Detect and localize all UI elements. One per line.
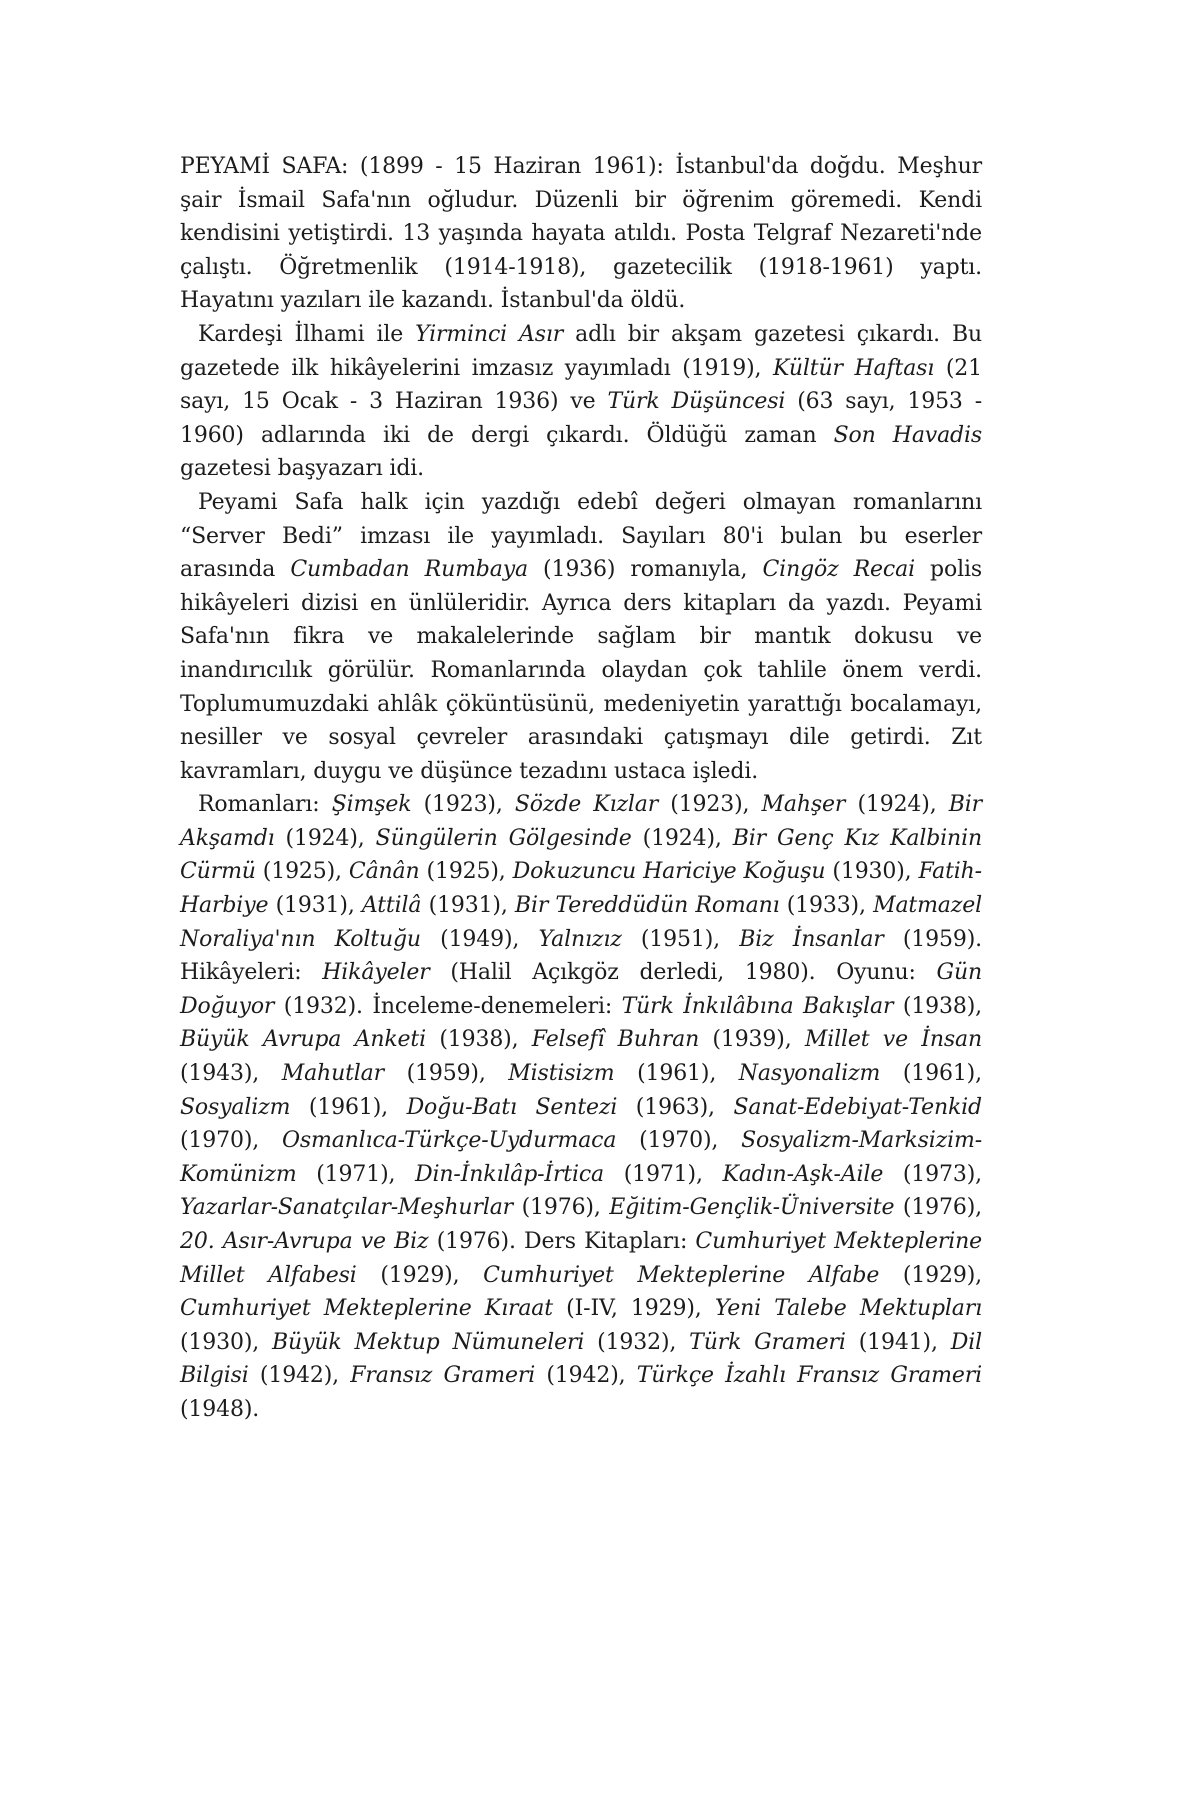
italic-title: Türk Grameri bbox=[689, 1329, 846, 1355]
italic-title: Büyük Avrupa Anketi bbox=[180, 1027, 426, 1053]
text-run: (1932), bbox=[584, 1329, 690, 1355]
italic-title: Yeni Talebe Mektupları bbox=[714, 1296, 983, 1322]
text-run: (1961), bbox=[614, 1061, 739, 1087]
italic-title: Sanat-Edebiyat-Tenkid bbox=[733, 1094, 982, 1120]
italic-title: Cumhuriyet Mekteplerine Kıraat bbox=[180, 1296, 553, 1322]
italic-title: Bir Akşamdı bbox=[180, 792, 982, 851]
italic-title: Nasyonalizm bbox=[738, 1061, 881, 1087]
text-run: (1941), bbox=[845, 1329, 951, 1355]
text-run: (1971), bbox=[604, 1161, 723, 1187]
italic-title: Fatih-Harbiye bbox=[180, 859, 982, 919]
text-run: Kardeşi İlhami ile bbox=[198, 321, 416, 347]
text-run: (1930), bbox=[825, 859, 919, 885]
text-run: (1925), bbox=[255, 859, 349, 885]
text-run: (1925), bbox=[419, 859, 513, 885]
text-run: (1949), bbox=[420, 926, 539, 952]
text-run: (1929), bbox=[356, 1262, 484, 1288]
italic-title: Büyük Mektup Nümuneleri bbox=[272, 1329, 585, 1355]
paragraph-journalism bbox=[180, 318, 982, 486]
italic-title: Türk İnkılâbına Bakışlar bbox=[621, 993, 894, 1019]
italic-title: Yalnızız bbox=[538, 926, 622, 952]
italic-title: Türk Düşüncesi bbox=[607, 389, 786, 415]
italic-title: Yazarlar-Sanatçılar-Meşhurlar bbox=[180, 1195, 514, 1221]
italic-title: Millet ve İnsan bbox=[804, 1027, 982, 1053]
document-page bbox=[180, 150, 982, 1427]
italic-title: Cânân bbox=[348, 859, 420, 885]
italic-title: Cumhuriyet Mekteplerine Millet Alfabesi bbox=[180, 1229, 982, 1288]
text-run: (1924), bbox=[845, 792, 949, 818]
text-run: (1971), bbox=[296, 1161, 416, 1187]
italic-title: Matmazel Noraliya'nın Koltuğu bbox=[180, 893, 982, 952]
paragraph-works-list bbox=[180, 788, 982, 1426]
text-run: (1924), bbox=[274, 825, 376, 851]
italic-title: Attilâ bbox=[361, 893, 422, 919]
italic-title: Kadın-Aşk-Aile bbox=[722, 1161, 884, 1187]
text-run: (1942), bbox=[248, 1363, 351, 1389]
italic-title: Biz İnsanlar bbox=[739, 926, 884, 952]
text-run: (1931), bbox=[268, 893, 362, 919]
text-run: (1938), bbox=[893, 993, 982, 1019]
italic-title: Doğu-Batı Sentezi bbox=[406, 1094, 618, 1120]
text-run: (1930), bbox=[180, 1329, 273, 1355]
italic-title: Kültür Haftası bbox=[773, 355, 935, 381]
text-run: (1961), bbox=[290, 1094, 407, 1120]
text-run: (1976). Ders Kitapları: bbox=[428, 1229, 696, 1254]
text-run: (1948). bbox=[180, 1396, 260, 1422]
italic-title: Mahşer bbox=[761, 792, 846, 818]
text-run: (1939), bbox=[699, 1027, 805, 1053]
italic-title: Gün Doğuyor bbox=[180, 960, 982, 1019]
text-run: (Halil Açıkgöz derledi, 1980). Oyunu: bbox=[429, 960, 937, 986]
text-run: adlı bir akşam gazetesi çıkardı. Bu gazetede ilk hikâyelerini imzasız yayımladı (1919), bbox=[180, 321, 982, 381]
italic-title: Türkçe İzahlı Fransız Grameri bbox=[636, 1363, 982, 1389]
italic-title: Bir Tereddüdün Romanı bbox=[514, 893, 780, 919]
italic-title: Din-İnkılâp-İrtica bbox=[415, 1161, 605, 1187]
italic-title: Sosyalizm bbox=[180, 1094, 291, 1120]
text-run: gazetesi başyazarı idi. bbox=[180, 456, 424, 482]
italic-title: Cumbadan Rumbaya bbox=[290, 557, 528, 583]
text-run: (1943), bbox=[180, 1061, 282, 1087]
text-run: (1942), bbox=[535, 1363, 637, 1389]
text-run: (1976), bbox=[894, 1195, 982, 1221]
text-run: (63 sayı, 1953 - 1960) adlarında iki de dergi çıkardı. Öldüğü zaman bbox=[180, 389, 983, 448]
italic-title: Cingöz Recai bbox=[762, 557, 915, 583]
italic-title: Hikâyeler bbox=[322, 960, 430, 986]
text-run: (1929), bbox=[879, 1262, 982, 1288]
italic-title: Mistisizm bbox=[508, 1061, 615, 1087]
text-run: (1923), bbox=[658, 792, 762, 818]
italic-title: Süngülerin Gölgesinde bbox=[375, 825, 632, 851]
text-run: PEYAMİ SAFA: (1899 - 15 Haziran 1961): İstanbul'da doğdu. Meşhur şair İsmail Safa'nın oğludur. Düzenli bir öğrenim göremedi. Kendi kendisini yetiştirdi. 13 yaşında hayata atıldı. Posta Telgraf Nezareti'nde çalıştı. Öğretmenlik (1914-1918), gazetecilik (1918-1961) yaptı. Hayatını yazıları ile kazandı. İstanbul'da öldü. bbox=[180, 154, 982, 314]
text-run: (1924), bbox=[631, 825, 733, 851]
text-run: (1932). İnceleme-denemeleri: bbox=[274, 993, 622, 1019]
text-run: (1961), bbox=[880, 1061, 982, 1087]
italic-title: 20. Asır-Avrupa ve Biz bbox=[180, 1229, 429, 1254]
text-run: Romanları: bbox=[198, 792, 332, 818]
paragraph-biography bbox=[180, 150, 982, 318]
italic-title: Felsefî Buhran bbox=[531, 1027, 700, 1053]
italic-title: Cumhuriyet Mekteplerine Alfabe bbox=[483, 1262, 880, 1288]
text-run: (1976), bbox=[513, 1195, 610, 1221]
text-run: (1938), bbox=[426, 1027, 532, 1053]
text-run: (21 sayı, 15 Ocak - 3 Haziran 1936) ve bbox=[180, 355, 982, 415]
text-run: (1936) romanıyla, bbox=[527, 557, 763, 583]
italic-title: Şimşek bbox=[331, 792, 412, 818]
italic-title: Fransız Grameri bbox=[350, 1363, 536, 1389]
text-run: (1931), bbox=[421, 893, 515, 919]
italic-title: Bir Genç Kız Kalbinin Cürmü bbox=[180, 825, 982, 885]
text-run: (1933), bbox=[779, 893, 874, 919]
italic-title: Yirminci Asır bbox=[415, 321, 564, 347]
text-run: Peyami Safa halk için yazdığı edebî değeri olmayan romanlarını “Server Bedi” imzası ile yayımladı. Sayıları 80'i bulan bu eserler arasında bbox=[180, 489, 982, 583]
text-run: (1959). Hikâyeleri: bbox=[180, 926, 982, 986]
text-run: polis hikâyeleri dizisi en ünlüleridir. Ayrıca ders kitapları da yazdı. Peyami Safa'nın fikra ve makalelerinde sağlam bir mantık dokusu ve inandırıcılık görülür. Romanlarında olaydan çok tahlile önem verdi. Toplumumuzdaki ahlâk çöküntüsünü, medeniyetin yarattığı bocalamayı, nesiller ve sosyal çevreler arasındaki çatışmayı dile getirdi. Zıt kavramları, duygu ve düşünce tezadını ustaca işledi. bbox=[180, 557, 982, 784]
text-run: (I-IV, 1929), bbox=[552, 1296, 715, 1322]
text-run: (1973), bbox=[883, 1161, 982, 1187]
text-run: (1951), bbox=[621, 926, 740, 952]
text-run: (1959), bbox=[384, 1061, 509, 1087]
text-run: (1923), bbox=[411, 792, 515, 818]
text-run: (1970), bbox=[616, 1128, 742, 1154]
text-run: (1970), bbox=[180, 1128, 282, 1154]
italic-title: Sosyalizm-Marksizim-Komünizm bbox=[180, 1128, 982, 1187]
italic-title: Mahutlar bbox=[281, 1061, 384, 1087]
italic-title: Osmanlıca-Türkçe-Uydurmaca bbox=[281, 1128, 617, 1154]
italic-title: Sözde Kızlar bbox=[514, 792, 659, 818]
italic-title: Dokuzuncu Hariciye Koğuşu bbox=[512, 859, 826, 885]
italic-title: Eğitim-Gençlik-Üniversite bbox=[609, 1195, 895, 1221]
italic-title: Dil Bilgisi bbox=[180, 1329, 982, 1389]
text-run: (1963), bbox=[617, 1094, 734, 1120]
paragraph-popular-novels bbox=[180, 486, 982, 788]
italic-title: Son Havadis bbox=[833, 422, 982, 448]
